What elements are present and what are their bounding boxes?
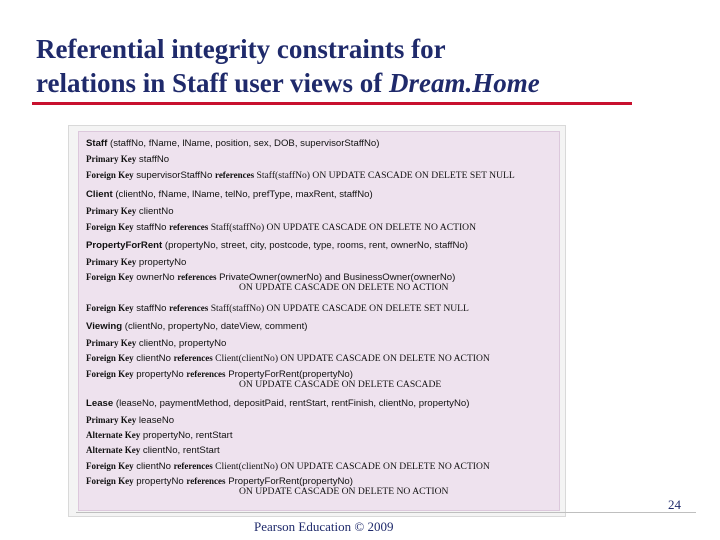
fk-reference: PropertyForRent(propertyNo)	[225, 476, 353, 487]
client-primary-key	[86, 205, 174, 218]
fk-label: Foreign Key	[86, 303, 134, 313]
references-label: references	[169, 222, 209, 232]
fk-reference: Client(clientNo) ON UPDATE CASCADE ON DELETE NO ACTION	[212, 353, 490, 364]
title-dreamhome: Dream.Home	[389, 68, 540, 98]
fk-reference: Client(clientNo) ON UPDATE CASCADE ON DELETE NO ACTION	[212, 461, 490, 472]
fk-reference: PropertyForRent(propertyNo)	[225, 369, 353, 380]
fk-attribute: propertyNo	[133, 369, 187, 380]
relation-attributes: (propertyNo, street, city, postcode, type, rooms, rent, ownerNo, staffNo)	[162, 240, 468, 251]
title-line-2	[36, 66, 676, 100]
fk-label: Foreign Key	[86, 222, 134, 232]
pk-value: leaseNo	[136, 415, 175, 426]
references-label: references	[177, 272, 217, 282]
fk-label: Foreign Key	[86, 369, 134, 379]
fk-attribute: clientNo	[133, 461, 174, 472]
footer-divider	[76, 512, 696, 513]
pk-value: clientNo, propertyNo	[136, 338, 227, 349]
ak-label: Alternate Key	[86, 445, 141, 455]
pk-label: Primary Key	[86, 415, 137, 425]
fk-reference: Staff(staffNo) ON UPDATE CASCADE ON DELETE SET NULL	[254, 170, 515, 181]
pk-value: clientNo	[136, 206, 174, 217]
viewing-primary-key	[86, 337, 226, 350]
fk-reference: Staff(staffNo) ON UPDATE CASCADE ON DELETE SET NULL	[208, 303, 469, 314]
pk-label: Primary Key	[86, 154, 137, 164]
fk-label: Foreign Key	[86, 170, 134, 180]
slide-title	[36, 32, 676, 100]
fk-reference: PrivateOwner(ownerNo) and BusinessOwner(ownerNo)	[216, 272, 456, 283]
ak-label: Alternate Key	[86, 430, 141, 440]
fk-label: Foreign Key	[86, 461, 134, 471]
title-line-1: Referential integrity constraints for	[36, 34, 446, 64]
pk-value: staffNo	[136, 154, 170, 165]
fk-label: Foreign Key	[86, 476, 134, 486]
lease-alternate-key-2	[86, 444, 220, 457]
fk-attribute: staffNo	[133, 303, 170, 314]
fk-attribute: clientNo	[133, 353, 174, 364]
property-foreign-key-1-actions: ON UPDATE CASCADE ON DELETE NO ACTION	[239, 282, 449, 293]
ak-value: propertyNo, rentStart	[140, 430, 233, 441]
fk-label: Foreign Key	[86, 272, 134, 282]
staff-foreign-key-1	[86, 169, 515, 182]
viewing-foreign-key-1	[86, 352, 490, 365]
property-primary-key	[86, 256, 186, 269]
references-label: references	[169, 303, 209, 313]
title-line-2-text: relations in Staff user views of	[36, 68, 389, 98]
references-label: references	[173, 461, 213, 471]
client-relation	[86, 189, 373, 201]
client-foreign-key-1	[86, 221, 476, 234]
staff-relation	[86, 138, 379, 150]
footer-copyright: Pearson Education © 2009	[254, 519, 394, 534]
ak-value: clientNo, rentStart	[140, 445, 220, 456]
relation-name: Lease	[86, 398, 114, 409]
pk-label: Primary Key	[86, 338, 137, 348]
pk-label: Primary Key	[86, 206, 137, 216]
relation-name: Client	[86, 189, 113, 200]
title-underline	[32, 102, 632, 105]
fk-attribute: supervisorStaffNo	[133, 170, 215, 181]
relation-name: Staff	[86, 138, 108, 149]
relation-attributes: (staffNo, fName, lName, position, sex, DOB, supervisorStaffNo)	[107, 138, 380, 149]
page-number: 24	[668, 497, 681, 512]
relation-attributes: (clientNo, fName, lName, telNo, prefType, maxRent, staffNo)	[112, 189, 373, 200]
viewing-foreign-key-2-actions: ON UPDATE CASCADE ON DELETE CASCADE	[239, 379, 442, 390]
pk-value: propertyNo	[136, 257, 187, 268]
constraints-figure	[78, 131, 560, 511]
lease-relation	[86, 398, 469, 410]
property-relation	[86, 240, 468, 252]
lease-foreign-key-2-actions: ON UPDATE CASCADE ON DELETE NO ACTION	[239, 486, 449, 497]
fk-attribute: propertyNo	[133, 476, 187, 487]
references-label: references	[186, 476, 226, 486]
fk-attribute: staffNo	[133, 222, 170, 233]
relation-name: PropertyForRent	[86, 240, 163, 251]
references-label: references	[214, 170, 255, 180]
pk-label: Primary Key	[86, 257, 137, 267]
references-label: references	[173, 353, 213, 363]
fk-attribute: ownerNo	[133, 272, 178, 283]
lease-primary-key	[86, 414, 174, 427]
relation-attributes: (clientNo, propertyNo, dateView, comment)	[122, 321, 308, 332]
fk-reference: Staff(staffNo) ON UPDATE CASCADE ON DELETE NO ACTION	[208, 222, 477, 233]
fk-label: Foreign Key	[86, 353, 134, 363]
property-foreign-key-2	[86, 302, 469, 315]
relation-name: Viewing	[86, 321, 123, 332]
lease-alternate-key-1	[86, 429, 232, 442]
viewing-relation	[86, 321, 307, 333]
references-label: references	[186, 369, 226, 379]
lease-foreign-key-1	[86, 460, 490, 473]
relation-attributes: (leaseNo, paymentMethod, depositPaid, rentStart, rentFinish, clientNo, propertyNo)	[113, 398, 470, 409]
staff-primary-key	[86, 153, 169, 166]
